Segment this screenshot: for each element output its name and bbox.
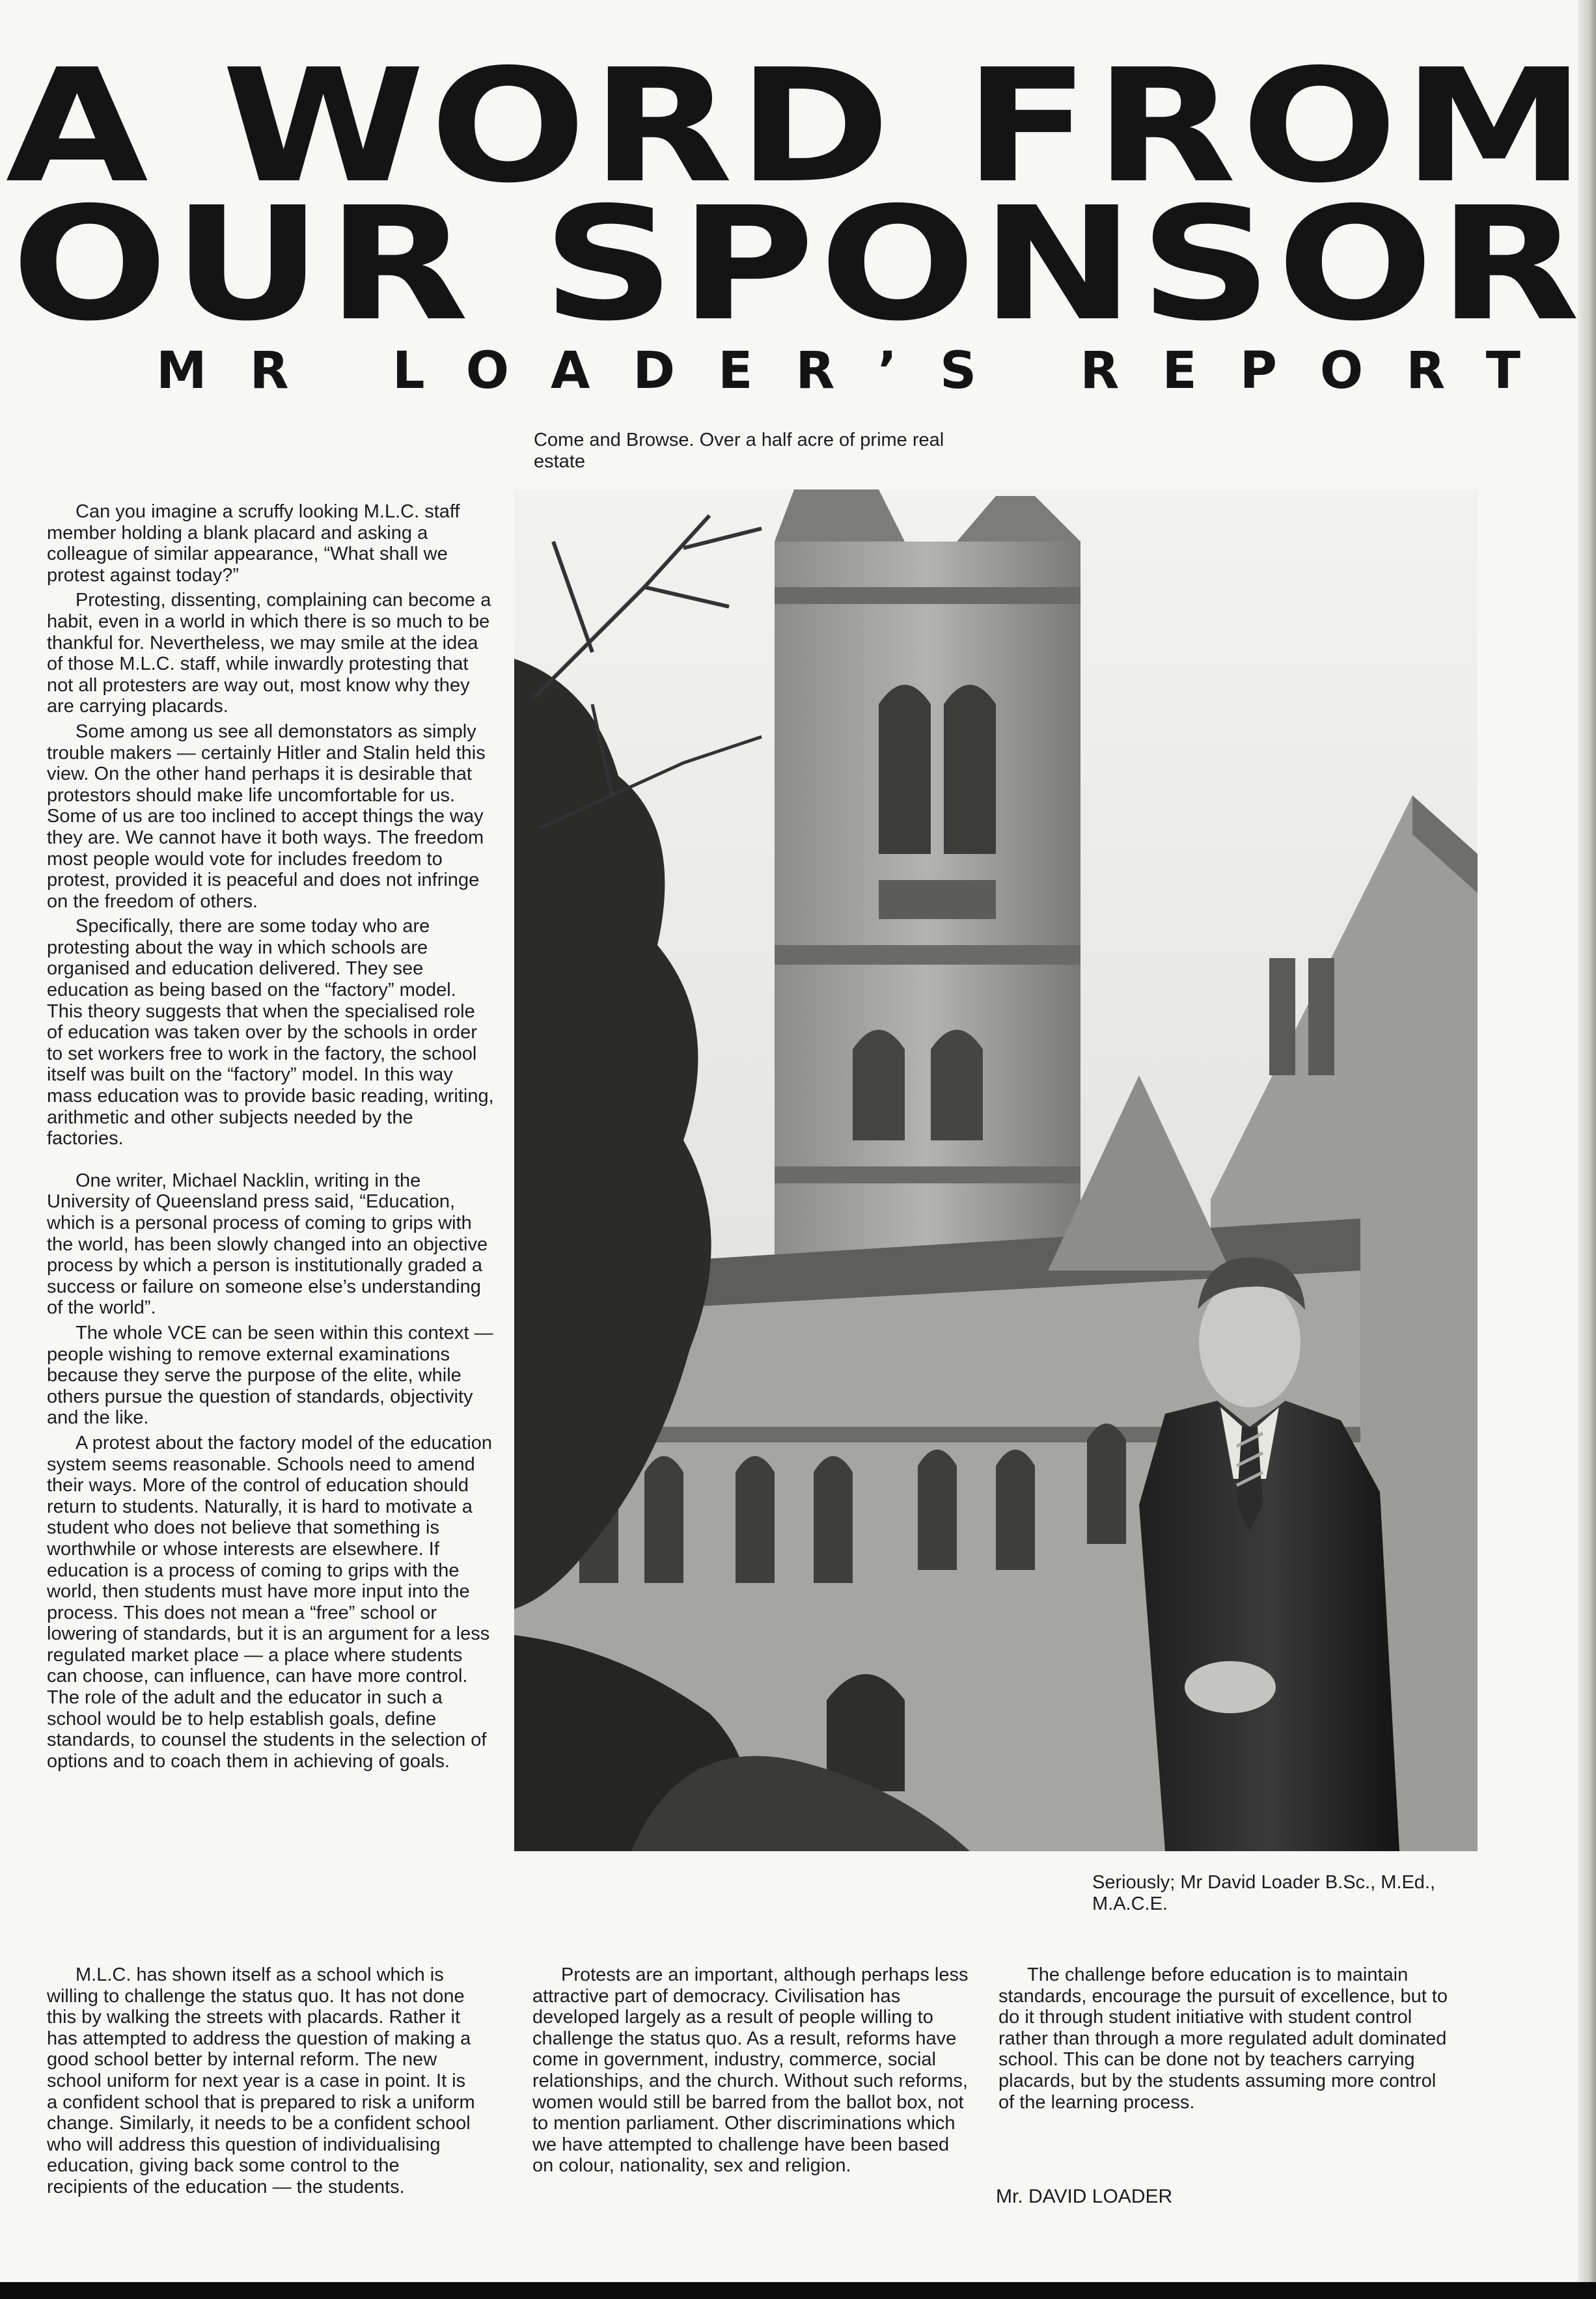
paragraph-1: Can you imagine a scruffy looking M.L.C. staff member holding a blank placard and asking a colleague of similar appearance, “What shall we protest against today?” xyxy=(47,501,460,586)
bottom-scan-band xyxy=(0,2282,1596,2299)
page-subtitle: MR LOADER’S REPORT xyxy=(156,342,1563,400)
author-signature: Mr. DAVID LOADER xyxy=(996,2186,1173,2207)
paragraph-10: The challenge before education is to maintain standards, encourage the pursuit of excellence, but to do it through student initiative with student control rather than through a more regulated adult dominated school. This can be done not by teachers carrying placards, but by the students assuming more control of the learning process. xyxy=(998,1964,1448,2113)
photo-caption-top: Come and Browse. Over a half acre of prime real estate xyxy=(534,430,944,472)
article-column-bottom-1 xyxy=(47,1964,476,2202)
building-photo xyxy=(514,489,1478,1851)
article-column-bottom-3 xyxy=(998,1964,1454,2117)
title-line-1: A WORD FROM xyxy=(5,35,1591,217)
paragraph-8: M.L.C. has shown itself as a school which is willing to challenge the status quo. It has not done this by walking the streets with placards. Rather it has attempted to address the question of making a good school better by internal reform. The new school uniform for next year is a case in point. It is a confident school that is prepared to risk a uniform change. Similarly, it needs to be a confident school who will address this question of individualising education, giving back some control to the recipients of the education — the students. xyxy=(47,1964,475,2197)
paragraph-9: Protests are an important, although perhaps less attractive part of democracy. Civilisation has developed largely as a result of people willing to challenge the status quo. As a result, reforms have come in government, industry, commerce, social relationships, and the church. Without such reforms, women would still be barred from the ballot box, not to mention parliament. Other discriminations which we have attempted to challenge have been based on colour, nationality, sex and religion. xyxy=(532,1964,969,2177)
photo-caption-bottom: Seriously; Mr David Loader B.Sc., M.Ed., M.A.C.E. xyxy=(1092,1872,1436,1914)
paragraph-7: A protest about the factory model of the education system seems reasonable. Schools need to amend their ways. More of the control of education should return to students. Naturally, it is hard to motivate a student who does not believe that something is worthwhile or whose interests are elsewhere. If education is a process of coming to grips with the world, then students must have more input into the process. This does not mean a “free” school or lowering of standards, but it is an argument for a less regulated market place — a place where students can choose, can influence, can have more control. The role of the adult and the educator in such a school would be to help establish goals, define standards, to counsel the students in the selection of options and to coach them in achieving of goals. xyxy=(47,1432,493,1772)
paragraph-5: One writer, Michael Nacklin, writing in the University of Queensland press said, “Education, which is a personal process of coming to grips with the world, has been slowly changed into an objective process by which a person is institutionally graded a success or failure on someone else’s understanding of the world”. xyxy=(47,1170,488,1319)
paragraph-2: Protesting, dissenting, complaining can become a habit, even in a world in which there is so much to be thankful for. Nevertheless, we may smile at the idea of those M.L.C. staff, while inwardly protesting that not all protesters are way out, most know why they are carrying placards. xyxy=(47,590,491,717)
title-line-2: OUR SPONSOR xyxy=(11,173,1585,355)
page-title xyxy=(0,35,1596,355)
paragraph-4: Specifically, there are some today who are protesting about the way in which schools are organised and education delivered. They see education as being based on the “factory” model. This theory suggests that when the specialised role of education was taken over by the schools in order to set workers free to work in the factory, the school itself was built on the “factory” model. In this way mass education was to provide basic reading, writing, arithmetic and other subjects needed by the factories. xyxy=(47,916,494,1150)
article-column-left xyxy=(47,501,495,1776)
article-column-bottom-2 xyxy=(532,1964,975,2181)
paragraph-3: Some among us see all demonstators as simply trouble makers — certainly Hitler and Stalin held this view. On the other hand perhaps it is desirable that protestors should make life uncomfortable for us. Some of us are too inclined to accept things the way they are. We cannot have it both ways. The freedom most people would vote for includes freedom to protest, provided it is peaceful and does not infringe on the freedom of others. xyxy=(47,721,486,912)
paragraph-6: The whole VCE can be seen within this context — people wishing to remove external examinations because they serve the purpose of the elite, while others pursue the question of standards, objectivity and the like. xyxy=(47,1322,493,1429)
